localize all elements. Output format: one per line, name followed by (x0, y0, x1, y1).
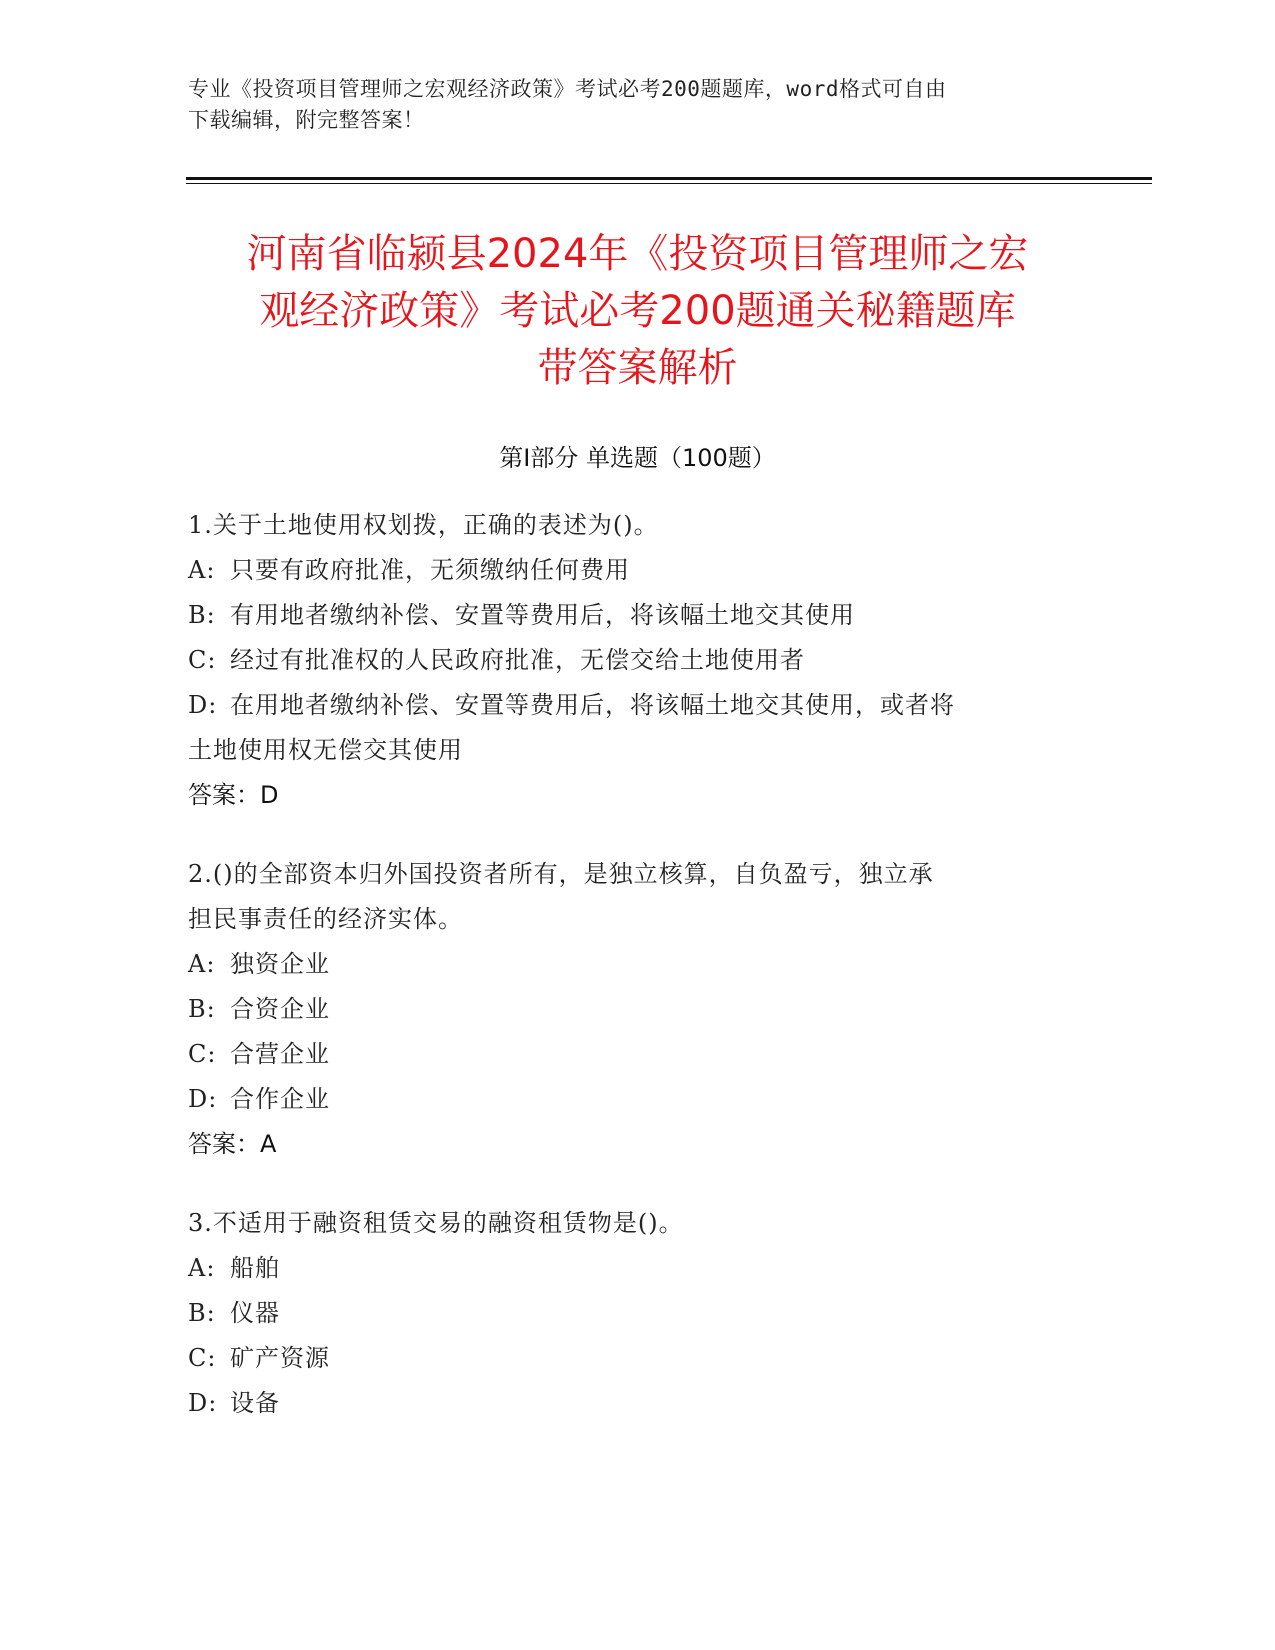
option-text: 有用地者缴纳补偿、安置等费用后，将该幅土地交其使用 (230, 601, 855, 629)
question-stem: 2.()的全部资本归外国投资者所有，是独立核算，自负盈亏，独立承 (188, 860, 934, 888)
document-title (160, 226, 1115, 397)
section-heading: 第Ⅰ部分 单选题（100题） (499, 444, 776, 472)
option-key: C: (188, 1040, 217, 1068)
option-c (188, 1336, 1088, 1381)
option-text: 合营企业 (230, 1040, 330, 1068)
option-key: A: (188, 1254, 216, 1282)
option-text: 只要有政府批准，无须缴纳任何费用 (230, 556, 630, 584)
option-b (188, 593, 1088, 638)
title-line-1: 河南省临颍县2024年《投资项目管理师之宏 (246, 231, 1029, 277)
option-text: 在用地者缴纳补偿、安置等费用后，将该幅土地交其使用，或者将 (230, 691, 955, 719)
header-divider-thin (186, 183, 1152, 184)
option-a (188, 1246, 1088, 1291)
option-text: 船舶 (230, 1254, 280, 1282)
title-line-3: 带答案解析 (537, 345, 738, 391)
option-b (188, 1291, 1088, 1336)
question-2 (188, 852, 1088, 1167)
option-c (188, 638, 1088, 683)
question-1 (188, 503, 1088, 818)
option-key: D: (188, 1085, 218, 1113)
answer-line: 答案：A (188, 1130, 277, 1158)
option-c (188, 1032, 1088, 1077)
header-note-line-1: 专业《投资项目管理师之宏观经济政策》考试必考200题题库，word格式可自由 (188, 77, 947, 101)
option-key: B: (188, 601, 216, 629)
option-key: B: (188, 995, 216, 1023)
option-key: A: (188, 556, 216, 584)
header-note-line-2: 下载编辑，附完整答案！ (188, 108, 425, 132)
option-text: 合作企业 (230, 1085, 330, 1113)
answer-line: 答案：D (188, 781, 279, 809)
option-a (188, 548, 1088, 593)
option-d (188, 683, 1088, 728)
option-key: D: (188, 1389, 218, 1417)
question-stem: 3.不适用于融资租赁交易的融资租赁物是()。 (188, 1209, 684, 1237)
option-a (188, 942, 1088, 987)
question-stem-continuation: 担民事责任的经济实体。 (188, 905, 463, 933)
option-text: 矿产资源 (230, 1344, 330, 1372)
option-d-continuation: 土地使用权无偿交其使用 (188, 736, 463, 764)
option-d (188, 1381, 1088, 1426)
question-3 (188, 1201, 1088, 1426)
option-text: 设备 (230, 1389, 280, 1417)
option-b (188, 987, 1088, 1032)
option-text: 仪器 (230, 1299, 280, 1327)
option-key: B: (188, 1299, 216, 1327)
option-text: 独资企业 (230, 950, 330, 978)
option-key: C: (188, 646, 217, 674)
option-key: C: (188, 1344, 217, 1372)
option-text: 合资企业 (230, 995, 330, 1023)
option-key: A: (188, 950, 216, 978)
option-key: D: (188, 691, 218, 719)
option-d (188, 1077, 1088, 1122)
option-text: 经过有批准权的人民政府批准，无偿交给土地使用者 (230, 646, 805, 674)
question-stem: 1.关于土地使用权划拨，正确的表述为()。 (188, 511, 659, 539)
header-note (188, 74, 1068, 136)
header-divider-thick (186, 177, 1152, 180)
title-line-2: 观经济政策》考试必考200题通关秘籍题库 (259, 288, 1016, 334)
